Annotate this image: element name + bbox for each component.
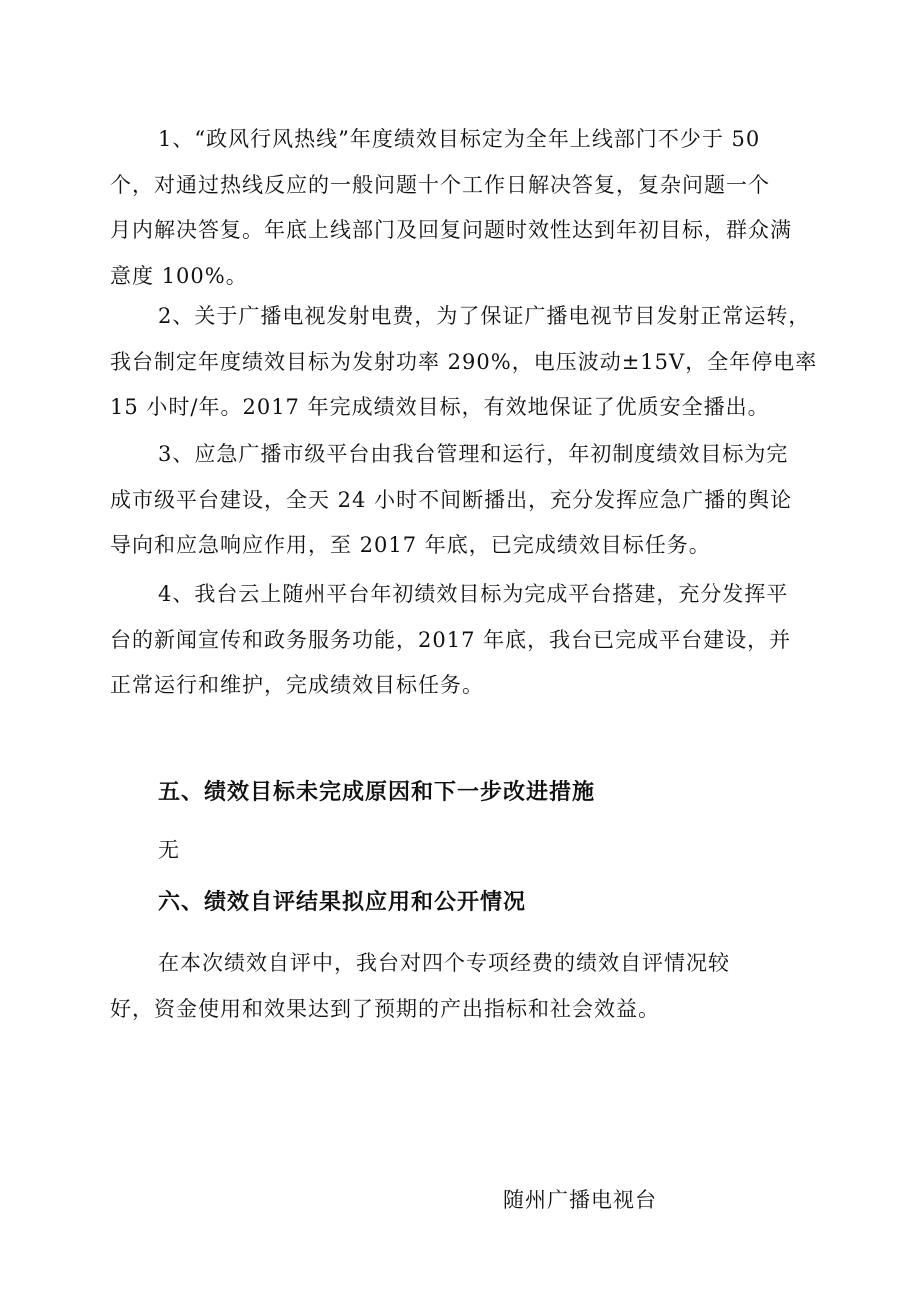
paragraph-line: 3、应急广播市级平台由我台管理和运行，年初制度绩效目标为完 bbox=[158, 442, 789, 466]
paragraph-line: 2、关于广播电视发射电费，为了保证广播电视节目发射正常运转， bbox=[158, 304, 811, 328]
section-5-body: 无 bbox=[158, 838, 180, 862]
paragraph-line: 正常运行和维护，完成绩效目标任务。 bbox=[110, 673, 484, 697]
paragraph-4 bbox=[110, 572, 815, 709]
paragraph-1 bbox=[110, 117, 815, 299]
paragraph-line: 15 小时/年。2017 年完成绩效目标，有效地保证了优质安全播出。 bbox=[110, 395, 770, 419]
paragraph-line: 好，资金使用和效果达到了预期的产出指标和社会效益。 bbox=[110, 996, 660, 1021]
paragraph-line: 导向和应急响应作用，至 2017 年底，已完成绩效目标任务。 bbox=[110, 533, 711, 557]
paragraph-2 bbox=[110, 294, 818, 431]
paragraph-line: 1、“政风行风热线”年度绩效目标定为全年上线部门不少于 50 bbox=[158, 127, 761, 151]
paragraph-line: 意度 100%。 bbox=[110, 263, 248, 288]
paragraph-line: 台的新闻宣传和政务服务功能，2017 年底，我台已完成平台建设，并 bbox=[110, 627, 792, 652]
paragraph-line: 在本次绩效自评中，我台对四个专项经费的绩效自评情况较 bbox=[158, 951, 730, 975]
paragraph-line: 4、我台云上随州平台年初绩效目标为完成平台搭建，充分发挥平 bbox=[158, 582, 789, 606]
paragraph-line: 我台制定年度绩效目标为发射功率 290%，电压波动±15V，全年停电率 bbox=[110, 349, 818, 374]
section-6-paragraph bbox=[110, 941, 815, 1032]
section-5-heading: 五、绩效目标未完成原因和下一步改进措施 bbox=[158, 780, 596, 805]
paragraph-line: 月内解决答复。年底上线部门及回复问题时效性达到年初目标，群众满 bbox=[110, 218, 792, 242]
paragraph-line: 个，对通过热线反应的一般问题十个工作日解决答复，复杂问题一个 bbox=[110, 172, 770, 197]
section-6-heading: 六、绩效自评结果拟应用和公开情况 bbox=[158, 890, 527, 915]
signature: 随州广播电视台 bbox=[503, 1188, 657, 1212]
paragraph-3 bbox=[110, 432, 815, 569]
paragraph-line: 成市级平台建设，全天 24 小时不间断播出，充分发挥应急广播的舆论 bbox=[110, 487, 793, 512]
